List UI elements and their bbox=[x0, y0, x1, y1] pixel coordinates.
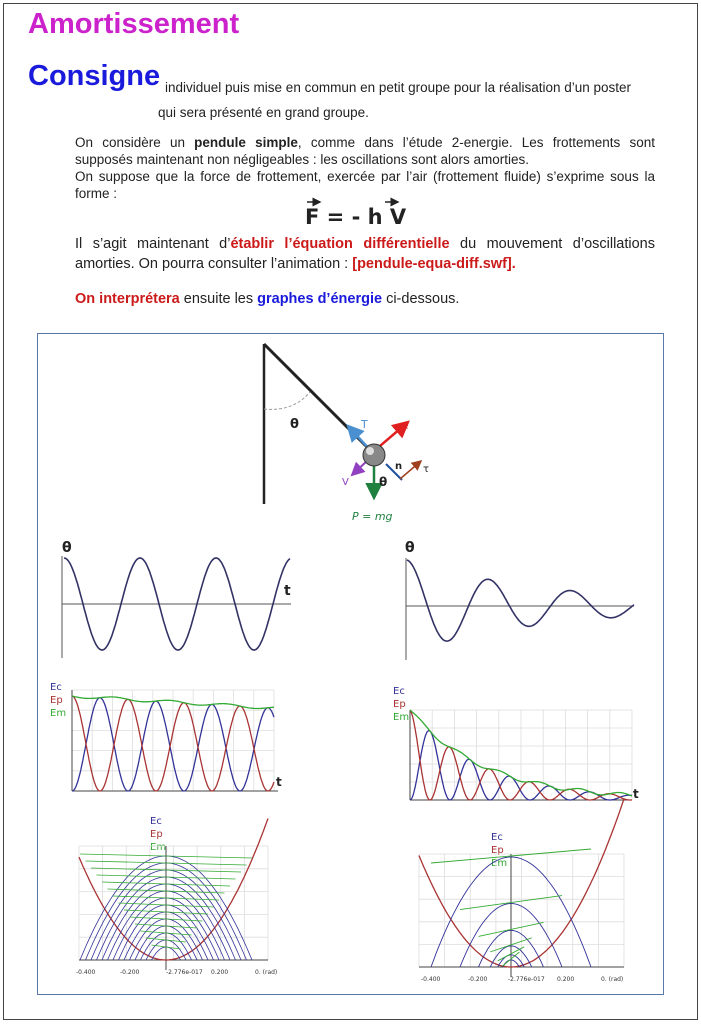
equation-text-2: du mouvement d’oscillations amorties. On pourra consulter l’animation : bbox=[75, 236, 655, 272]
interpret-graphs: graphes d’énergie bbox=[257, 291, 383, 307]
equation-text-1: Il s’agit maintenant d’ bbox=[75, 236, 231, 252]
theta-graph-damped bbox=[405, 540, 634, 660]
angle-tick-label: -0.200 bbox=[120, 969, 140, 976]
theta-curve-damped bbox=[407, 560, 634, 641]
em-label-angle-damped: Em bbox=[491, 858, 508, 869]
angle-arc bbox=[264, 392, 310, 409]
intro-text-2: , comme dans l’étude 2-energie. Les frottements sont supposés maintenant non négligeables : les oscillations sont alors amorties. bbox=[75, 135, 655, 167]
energy-t-label: t bbox=[276, 775, 282, 789]
em-label-angle: Em bbox=[150, 842, 167, 853]
bob-highlight bbox=[366, 447, 374, 455]
energy-graph-undamped bbox=[50, 682, 282, 791]
intro-text-1: On considère un bbox=[75, 135, 195, 150]
ec-label-angle: Ec bbox=[150, 816, 162, 827]
energy-angle-graph-undamped bbox=[76, 816, 277, 976]
friction-formula bbox=[305, 196, 415, 235]
paragraph-interpret bbox=[75, 289, 655, 309]
angle-tick-label: -0.400 bbox=[76, 969, 96, 976]
pendulum-bob bbox=[363, 444, 385, 466]
energy-graph-damped bbox=[393, 686, 639, 801]
ep-label-angle-damped: Ep bbox=[491, 845, 504, 856]
tension-label: T bbox=[361, 418, 368, 431]
ec-label: Ec bbox=[50, 682, 62, 693]
consigne-line1: individuel puis mise en commun en petit groupe pour la réalisation d’un poster bbox=[165, 80, 632, 95]
figure-svg bbox=[38, 334, 662, 993]
pendulum-diagram bbox=[264, 344, 429, 523]
velocity-label: V bbox=[342, 477, 349, 488]
consigne-heading: Consigne bbox=[28, 60, 161, 92]
formula-svg bbox=[305, 196, 415, 230]
tangent-arrow bbox=[400, 461, 421, 479]
angle-tick-label: -2.776e-017 bbox=[166, 969, 203, 976]
ec-label-damped: Ec bbox=[393, 686, 405, 697]
friction-label: F bbox=[403, 424, 409, 435]
interpret-text-2: ci-dessous. bbox=[382, 291, 460, 307]
angle-tick-label: -0.200 bbox=[468, 976, 488, 983]
weight-label: P = mg bbox=[352, 510, 393, 523]
consigne-text bbox=[158, 75, 675, 125]
interpret-text-1: ensuite les bbox=[179, 291, 258, 307]
energy-angle-graph-damped bbox=[419, 799, 624, 983]
tangent-label: τ bbox=[423, 464, 430, 475]
ep-label-damped: Ep bbox=[393, 699, 406, 710]
interpret-highlight: On interprétera bbox=[75, 291, 180, 307]
energy-t-label-damped: t bbox=[633, 787, 639, 801]
theta-label: θ bbox=[290, 417, 299, 432]
animation-link[interactable]: [pendule-equa-diff.swf]. bbox=[352, 256, 516, 272]
angle-tick-label: -0.400 bbox=[421, 976, 441, 983]
angle-tick-labels-damped bbox=[421, 976, 623, 983]
t-axis-label: t bbox=[284, 583, 291, 599]
paragraph-intro bbox=[75, 134, 655, 202]
theta-label-bottom: θ bbox=[379, 475, 388, 489]
ep-label: Ep bbox=[50, 695, 63, 706]
intro-bold-pendule: pendule simple bbox=[194, 135, 298, 150]
normal-label: n bbox=[395, 461, 403, 472]
intro-text-3: On suppose que la force de frottement, exercée par l’air (frottement fluide) s’exprime sous la forme : bbox=[75, 169, 655, 201]
theta-axis-label: θ bbox=[62, 540, 72, 556]
angle-tick-label: -2.776e-017 bbox=[508, 976, 545, 983]
ec-label-angle-damped: Ec bbox=[491, 832, 503, 843]
paragraph-equation bbox=[75, 234, 655, 274]
angle-tick-label: 0.200 bbox=[211, 969, 229, 976]
angle-grid-damped bbox=[419, 854, 624, 967]
em-label-damped: Em bbox=[393, 712, 410, 723]
energy-grid bbox=[72, 690, 274, 791]
angle-tick-labels bbox=[76, 969, 277, 976]
figure-box bbox=[37, 333, 664, 995]
angle-tick-label: 0.200 bbox=[557, 976, 575, 983]
angle-tick-label: 0. (rad) bbox=[601, 976, 624, 983]
page-title: Amortissement bbox=[28, 8, 240, 40]
angle-tick-label: 0. (rad) bbox=[255, 969, 278, 976]
formula-text: F = - h V bbox=[305, 205, 407, 229]
theta-axis-label-damped: θ bbox=[405, 540, 415, 556]
em-label: Em bbox=[50, 708, 67, 719]
equation-highlight: établir l’équation différentielle bbox=[230, 236, 450, 252]
consigne-line2: qui sera présenté en grand groupe. bbox=[158, 105, 369, 120]
ep-label-angle: Ep bbox=[150, 829, 163, 840]
theta-graph-undamped bbox=[62, 540, 291, 658]
